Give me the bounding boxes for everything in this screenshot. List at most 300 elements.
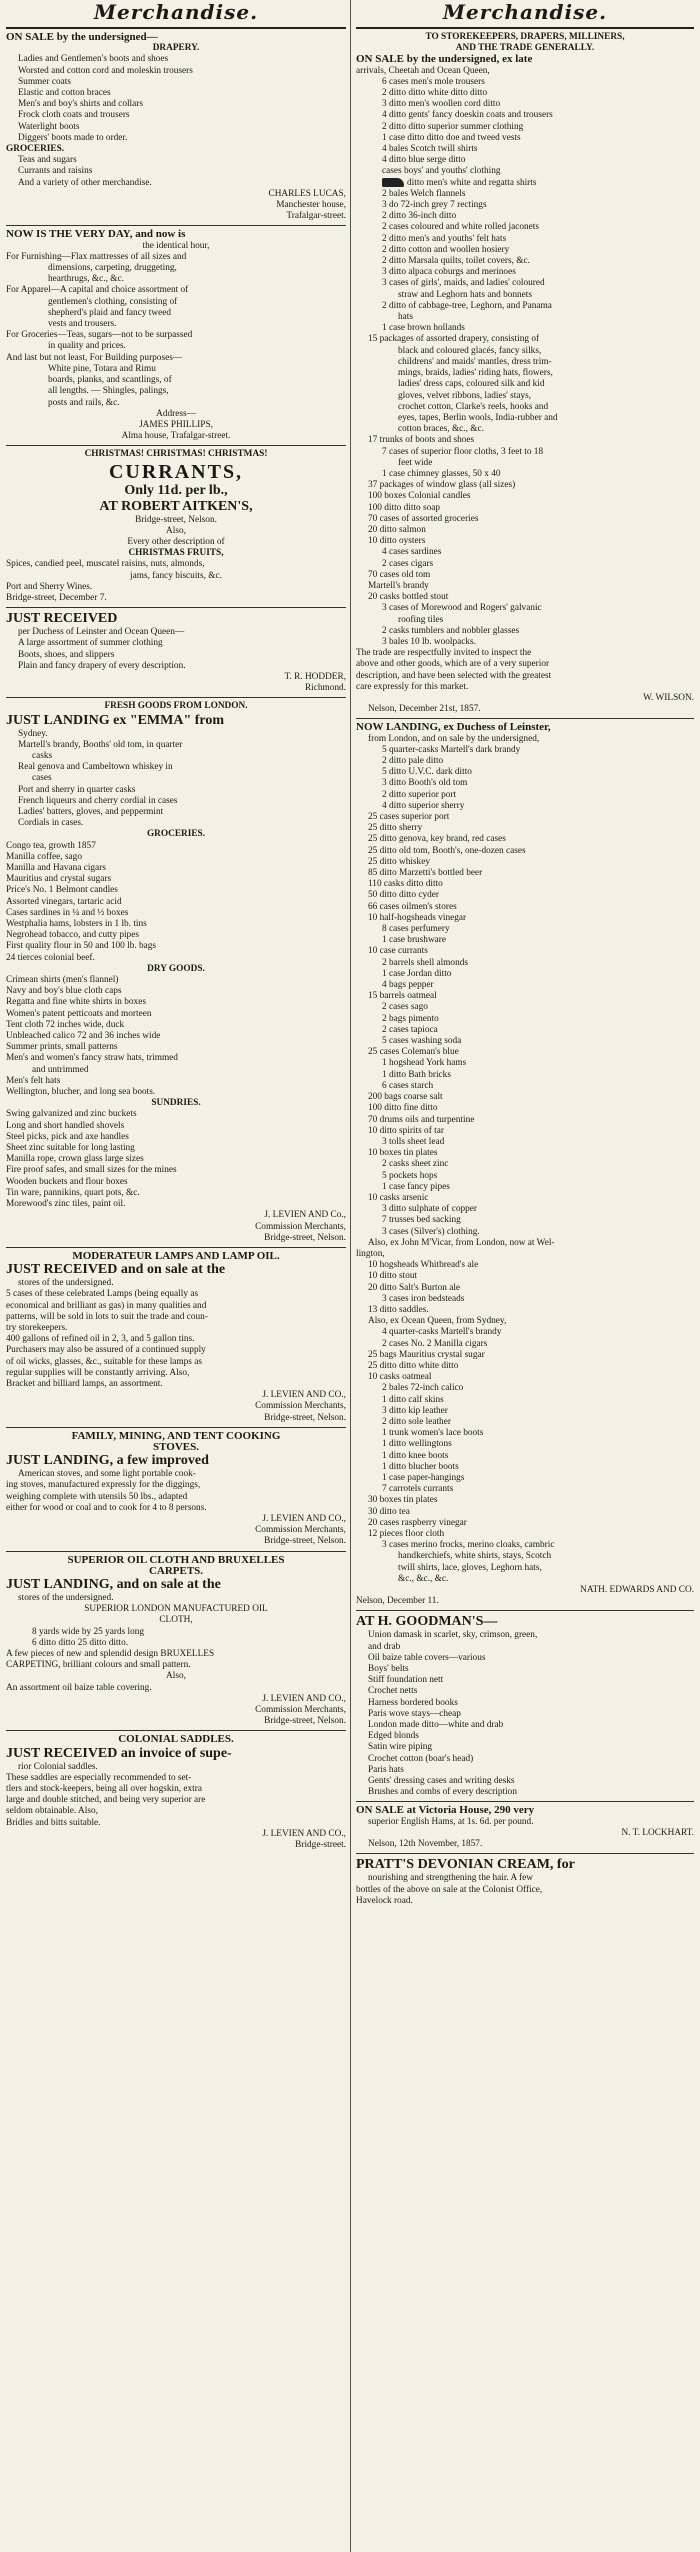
ad-line: [6, 1784, 346, 1795]
ad-line: [6, 263, 346, 274]
ad-line: [6, 611, 346, 627]
ad-line: [6, 285, 346, 296]
ad-line: [356, 1574, 694, 1585]
ad-line: [356, 1451, 694, 1462]
ad-line: [6, 1525, 346, 1536]
ad-text: vests and trousers.: [48, 319, 117, 330]
ad-text: the identical hour,: [142, 240, 210, 251]
ad-line: [6, 1818, 346, 1829]
ad-line: [356, 1002, 694, 1013]
ad-line: [356, 659, 694, 670]
ad-line: [356, 379, 694, 390]
ad-text: 70 cases of assorted groceries: [368, 513, 479, 524]
ad-text: 200 bags coarse salt: [368, 1092, 443, 1103]
ad-line: [6, 375, 346, 386]
ad-line: [356, 1215, 694, 1226]
ad-text: 1 case brown hollands: [382, 323, 465, 334]
ad-text: Gents' dressing cases and writing desks: [368, 1776, 515, 1787]
ad-line: [356, 200, 694, 211]
ad-line: [6, 409, 346, 420]
ad-line: [356, 1316, 694, 1327]
ship-icon: [382, 178, 404, 187]
ad-text: 2 cases No. 2 Manilla cigars: [382, 1338, 488, 1349]
ad-text: 1 case paper-hangings: [382, 1473, 465, 1483]
ad-line: [6, 252, 346, 263]
ad-text: Worsted and cotton cord and moleskin trousers: [18, 65, 193, 76]
ad-text: Negrohead tobacco, and cutty pipes: [6, 930, 139, 941]
ad-text: DRAPERY.: [152, 43, 200, 54]
ad-text: Paris wove stays—cheap: [368, 1708, 461, 1719]
ad-line: [6, 1390, 346, 1401]
ad-text: 7 cases of superior floor cloths, 3 feet to 18: [382, 446, 544, 457]
ad-line: [356, 615, 694, 626]
ad-text: Men's and women's fancy straw hats, trimmed: [6, 1053, 178, 1064]
ad-line: [356, 1058, 694, 1069]
ad-line: [6, 897, 346, 908]
ad-line: [6, 1109, 346, 1120]
ad-text: 110 casks ditto ditto: [368, 879, 443, 890]
ad-text: hats: [398, 312, 413, 323]
ad-line: [356, 682, 694, 693]
ad-line: [356, 435, 694, 446]
ad-line: [356, 868, 694, 879]
ad-line: [356, 222, 694, 233]
ad-text: J. LEVIEN AND CO.,: [262, 1828, 346, 1839]
ad-text: PRATT'S DEVONIAN CREAM, for: [356, 1857, 575, 1873]
ad-line: [356, 301, 694, 312]
ad-line: [356, 1787, 694, 1798]
ad-line: [6, 1746, 346, 1762]
ad-line: [6, 99, 346, 110]
ad-line: [356, 480, 694, 491]
ad-text: 400 gallons of refined oil in 2, 3, and 5 gallon tins.: [6, 1334, 195, 1345]
advertisement: [6, 445, 346, 604]
ad-text: eyes, tapes, Berlin wools, India-rubber and: [398, 412, 558, 423]
ad-text: CHRISTMAS! CHRISTMAS! CHRISTMAS!: [84, 449, 268, 460]
ad-text: 2 ditto men's and youths' felt hats: [382, 233, 507, 244]
ad-line: [356, 54, 694, 65]
ad-text: regular supplies will be constantly arriving. Also,: [6, 1367, 190, 1378]
ad-text: 2 ditto Marsala quilts, toilet covers, &c.: [382, 256, 530, 267]
ad-line: [6, 32, 346, 43]
ad-line: [6, 144, 346, 155]
ad-text: 25 ditto sherry: [368, 823, 423, 834]
ad-text: Bridge-street, Nelson.: [264, 1412, 346, 1423]
ad-line: [356, 1283, 694, 1294]
ad-text: GROCERIES.: [6, 144, 65, 155]
ad-text: either for wood or coal and to cook for 4 to 8 persons.: [6, 1502, 207, 1513]
ad-line: [6, 1480, 346, 1491]
ad-text: 1 case fancy pipes: [382, 1181, 450, 1192]
ad-text: superior English Hams, at 1s. 6d. per pound.: [368, 1816, 534, 1827]
ad-text: 2 ditto pale ditto: [382, 756, 444, 766]
ad-text: roofing tiles: [398, 614, 444, 625]
ad-line: [356, 801, 694, 812]
ad-line: [6, 1615, 346, 1626]
ad-line: [6, 449, 346, 460]
advertisement: [356, 718, 694, 1607]
ad-line: [356, 778, 694, 789]
ad-line: [356, 637, 694, 648]
ad-line: [356, 834, 694, 845]
ad-text: Bridge-street, Nelson.: [264, 1716, 346, 1727]
ad-line: [356, 745, 694, 756]
ad-line: [356, 312, 694, 323]
ad-line: [356, 1742, 694, 1753]
ad-line: [356, 1828, 694, 1839]
ad-text: Diggers' boots made to order.: [18, 132, 128, 143]
ad-line: [356, 1484, 694, 1495]
ad-line: [356, 1036, 694, 1047]
ad-line: [6, 751, 346, 762]
ad-line: [356, 1614, 694, 1630]
ad-line: [6, 1177, 346, 1188]
ad-text: Bridge-street, Nelson.: [264, 1536, 346, 1547]
ad-text: 15 barrels oatmeal: [368, 991, 437, 1002]
ad-line: [356, 166, 694, 177]
ad-text: 10 ditto spirits of tar: [368, 1125, 444, 1136]
ad-text: 100 ditto ditto soap: [368, 502, 441, 513]
ad-text: 8 cases perfumery: [382, 924, 450, 935]
ad-line: [356, 1754, 694, 1765]
ad-line: [6, 1762, 346, 1773]
ad-text: Manilla and Havana cigars: [6, 863, 106, 873]
ad-text: 5 cases washing soda: [382, 1036, 462, 1047]
ad-text: Crimean shirts (men's flannel): [6, 975, 119, 986]
ad-line: [6, 1683, 346, 1694]
ad-text: Edged blonds: [368, 1731, 419, 1742]
ad-line: [356, 1596, 694, 1607]
ad-text: Men's and boy's shirts and collars: [18, 99, 143, 110]
ad-text: JUST LANDING ex "EMMA" from: [6, 712, 225, 728]
ad-text: 3 cases iron bedsteads: [382, 1293, 465, 1304]
ad-text: Ladies and Gentlemen's boots and shoes: [18, 54, 169, 65]
ad-line: [356, 790, 694, 801]
ad-text: 12 pieces floor cloth: [368, 1529, 445, 1540]
ad-line: [6, 841, 346, 852]
ad-text: stores of the undersigned.: [18, 1278, 114, 1289]
ad-text: 2 cases cigars: [382, 558, 434, 569]
ad-line: [6, 77, 346, 88]
ad-line: [6, 785, 346, 796]
ad-text: 7 carrotels currants: [382, 1484, 454, 1495]
advertisement: [356, 1801, 694, 1850]
ad-line: [356, 1709, 694, 1720]
ad-line: [356, 1765, 694, 1776]
ad-text: Tent cloth 72 inches wide, duck: [6, 1019, 125, 1030]
ad-line: [356, 1630, 694, 1641]
ad-line: [356, 1395, 694, 1406]
ad-text: 50 ditto ditto cyder: [368, 890, 440, 901]
ad-line: [6, 166, 346, 177]
ad-line: [356, 110, 694, 121]
ad-text: casks: [32, 750, 53, 761]
ad-text: ON SALE by the undersigned—: [6, 31, 158, 43]
ad-text: W. WILSON.: [643, 692, 694, 703]
ad-text: Crochet cotton (boar's head): [368, 1753, 474, 1764]
ad-text: 3 cases (Silver's) clothing.: [382, 1226, 480, 1237]
ad-text: 15 packages of assorted drapery, consisting of: [368, 334, 540, 345]
ad-line: [6, 229, 346, 240]
ad-line: [6, 1312, 346, 1323]
ad-line: [356, 1653, 694, 1664]
ad-text: Regatta and fine white shirts in boxes: [6, 997, 146, 1008]
ad-line: [6, 1165, 346, 1176]
ad-line: [356, 1529, 694, 1540]
ad-line: [356, 1873, 694, 1884]
ad-text: CLOTH,: [159, 1615, 193, 1626]
ad-line: [356, 1193, 694, 1204]
ad-text: 2 barrels shell almonds: [382, 957, 468, 968]
ad-text: Mauritius and crystal sugars: [6, 874, 112, 885]
ad-line: [6, 1065, 346, 1076]
ad-line: [356, 1675, 694, 1686]
ad-line: [356, 514, 694, 525]
ad-line: [6, 1210, 346, 1221]
ad-text: CARPETING, brilliant colours and small pattern.: [6, 1660, 191, 1671]
ad-text: Bridge-street, Nelson.: [135, 514, 217, 525]
ad-line: [6, 386, 346, 397]
ad-line: [6, 1368, 346, 1379]
ad-line: [356, 1383, 694, 1394]
ad-line: [356, 1776, 694, 1787]
ad-line: [356, 234, 694, 245]
ad-text: handkerchiefs, white shirts, stays, Scotch: [398, 1551, 552, 1562]
ad-line: [6, 526, 346, 537]
ad-text: 37 packages of window glass (all sizes): [368, 480, 516, 491]
ad-line: [6, 1262, 346, 1278]
ad-line: [356, 391, 694, 402]
ad-text: 1 case brushware: [382, 935, 447, 946]
ad-text: 4 bales Scotch twill shirts: [382, 144, 478, 155]
ad-line: [356, 1294, 694, 1305]
ad-line: [356, 1092, 694, 1103]
ad-line: [6, 1604, 346, 1615]
ad-line: [356, 902, 694, 913]
ad-line: [6, 818, 346, 829]
ad-line: [6, 953, 346, 964]
ad-text: Steel picks, pick and axe handles: [6, 1131, 129, 1142]
ad-line: [356, 357, 694, 368]
ad-text: Also, ex John M'Vicar, from London, now at Wel-: [368, 1237, 555, 1248]
ad-text: DRY GOODS.: [147, 963, 205, 974]
ad-line: [6, 189, 346, 200]
ad-text: childrens' and maids' mantles, dress trim-: [398, 356, 552, 367]
ad-line: [356, 1182, 694, 1193]
ad-line: [6, 1132, 346, 1143]
ad-line: [6, 1840, 346, 1851]
ad-line: [6, 930, 346, 941]
ad-line: [356, 1305, 694, 1316]
ad-line: [356, 1551, 694, 1562]
ad-line: [356, 846, 694, 857]
ad-text: Boys' belts: [368, 1664, 409, 1675]
ad-line: [6, 1031, 346, 1042]
ad-line: [356, 704, 694, 715]
ad-line: [6, 200, 346, 211]
ad-text: above and other goods, which are of a very superior: [356, 659, 550, 670]
ad-line: [356, 133, 694, 144]
ad-line: [6, 559, 346, 570]
advertisement: [6, 32, 346, 222]
ad-line: [6, 1413, 346, 1424]
ad-line: [356, 1159, 694, 1170]
ad-text: Women's patent petticoats and morteen: [6, 1008, 152, 1019]
ad-text: For Groceries—Teas, sugars—not to be surpassed: [6, 330, 193, 341]
ad-line: [356, 144, 694, 155]
ad-line: [6, 807, 346, 818]
ad-text: For Furnishing—Flax mattresses of all sizes and: [6, 251, 187, 262]
ad-line: [356, 88, 694, 99]
ad-text: Cordials in cases.: [18, 818, 84, 829]
ad-line: [6, 885, 346, 896]
ad-text: cases boys' and youths' clothing: [382, 166, 501, 177]
ad-line: [6, 582, 346, 593]
ad-line: [6, 1334, 346, 1345]
ad-text: Harness bordered books: [368, 1697, 458, 1708]
ad-line: [356, 77, 694, 88]
ad-text: Stiff foundation nett: [368, 1675, 444, 1686]
ad-line: [356, 648, 694, 659]
ad-line: [356, 267, 694, 278]
ad-text: Ladies' batters, gloves, and peppermint: [18, 806, 164, 817]
ad-line: [356, 1563, 694, 1574]
ad-text: Price's No. 1 Belmont candles: [6, 885, 118, 896]
ad-line: [356, 1731, 694, 1742]
ad-line: [6, 1577, 346, 1593]
ad-text: seldom obtainable. Also,: [6, 1806, 98, 1817]
ad-text: Wellington, blucher, and long sea boots.: [6, 1087, 156, 1098]
ad-line: [6, 330, 346, 341]
ad-text: Plain and fancy drapery of every description.: [18, 660, 186, 671]
ad-line: [6, 1694, 346, 1705]
ad-text: 2 cases tapioca: [382, 1024, 438, 1035]
ad-text: Sydney.: [18, 728, 48, 739]
ad-text: crochet cotton, Clarke's reels, hooks and: [398, 401, 549, 412]
ad-line: [6, 1773, 346, 1784]
ad-text: Men's felt hats: [6, 1075, 61, 1086]
ad-text: arrivals, Cheetah and Ocean Queen,: [356, 65, 490, 76]
ad-line: [6, 537, 346, 548]
ad-line: [356, 1327, 694, 1338]
ad-text: Martell's brandy, Booths' old tom, in quarter: [18, 739, 183, 750]
ad-text: 3 tolls sheet lead: [382, 1136, 445, 1147]
ad-line: [356, 946, 694, 957]
ad-line: [6, 483, 346, 499]
ad-text: 25 bags Mauritius crystal sugar: [368, 1349, 485, 1360]
ad-line: [356, 722, 694, 733]
ad-text: 3 ditto men's woollen cord ditto: [382, 99, 501, 110]
ad-line: [6, 683, 346, 694]
ad-text: 17 trunks of boots and shoes: [368, 435, 475, 446]
ad-text: Commission Merchants,: [255, 1525, 346, 1536]
ad-line: [356, 458, 694, 469]
ad-line: [6, 986, 346, 997]
ad-line: [6, 431, 346, 442]
ad-line: [356, 1664, 694, 1675]
ad-line: [356, 1103, 694, 1114]
ad-text: 2 bales 72-inch calico: [382, 1383, 464, 1394]
ad-line: [356, 1462, 694, 1473]
advertisement: [6, 697, 346, 1244]
ad-text: 4 ditto blue serge ditto: [382, 155, 466, 166]
ad-text: Every other description of: [127, 536, 225, 547]
ad-line: [6, 1671, 346, 1682]
ad-text: ladies' dress caps, coloured silk and kid: [398, 379, 545, 390]
ad-text: COLONIAL SADDLES.: [118, 1733, 234, 1746]
ad-text: 4 ditto superior sherry: [382, 800, 465, 811]
ad-line: [6, 1453, 346, 1469]
ad-line: [356, 178, 694, 189]
ad-text: 10 boxes tin plates: [368, 1148, 438, 1159]
ad-text: 1 ditto knee boots: [382, 1450, 449, 1461]
right-column: [356, 0, 694, 2552]
ad-text: JAMES PHILLIPS,: [139, 419, 213, 430]
ad-text: JUST RECEIVED: [6, 611, 118, 627]
ad-line: [6, 701, 346, 712]
ad-text: &c., &c., &c.: [398, 1573, 449, 1584]
ad-text: 1 case ditto ditto doe and tweed vests: [382, 132, 521, 143]
ad-text: 3 do 72-inch grey 7 rectings: [382, 200, 487, 211]
ad-line: [6, 729, 346, 740]
ad-line: [356, 581, 694, 592]
ad-text: ON SALE by the undersigned, ex late: [356, 53, 533, 66]
ad-line: [356, 1473, 694, 1484]
ad-text: description, and have been selected with the greatest: [356, 670, 552, 681]
ad-text: cases: [32, 773, 52, 784]
ad-line: [6, 1379, 346, 1390]
ad-text: try storekeepers.: [6, 1322, 68, 1333]
ad-text: 2 ditto sole leather: [382, 1416, 451, 1427]
ad-text: 2 ditto of cabbage-tree, Leghorn, and Panama: [382, 300, 552, 311]
ad-text: 66 cases oilmen's stores: [368, 901, 457, 912]
ad-text: 30 ditto tea: [368, 1506, 410, 1517]
ad-text: 4 bags pepper: [382, 980, 434, 991]
ad-line: [356, 99, 694, 110]
ad-line: [6, 997, 346, 1008]
ad-text: 4 ditto gents' fancy doeskin coats and trousers: [382, 110, 553, 121]
ad-line: [356, 823, 694, 834]
ad-line: [356, 671, 694, 682]
ad-text: 2 ditto superior port: [382, 789, 457, 800]
ad-line: [356, 812, 694, 823]
ad-text: Martell's brandy: [368, 580, 429, 591]
ad-text: Paris hats: [368, 1764, 404, 1775]
ad-line: [6, 593, 346, 604]
ad-text: lington,: [356, 1248, 385, 1259]
ad-line: [356, 256, 694, 267]
ad-line: [356, 1260, 694, 1271]
ad-line: [6, 1042, 346, 1053]
ad-line: [356, 626, 694, 637]
ad-text: 10 half-hogsheads vinegar: [368, 912, 467, 923]
ad-text: 1 ditto blucher boots: [382, 1461, 459, 1472]
ad-line: [356, 1805, 694, 1816]
ad-text: Richmond.: [304, 683, 346, 694]
ad-line: [6, 364, 346, 375]
advertisement: [356, 1853, 694, 1907]
ad-text: 3 ditto sulphate of copper: [382, 1204, 478, 1215]
ad-text: bottles of the above on sale at the Colonist Office,: [356, 1884, 543, 1895]
ad-text: First quality flour in 50 and 100 lb. bags: [6, 941, 157, 952]
ad-line: [356, 991, 694, 1002]
ad-text: Elastic and cotton braces: [18, 88, 111, 99]
ad-text: CHARLES LUCAS,: [268, 188, 346, 199]
ad-text: Bridge-street.: [295, 1840, 346, 1851]
ad-text: 70 drums oils and turpentine: [368, 1114, 475, 1125]
ad-line: [6, 1053, 346, 1064]
ad-line: [6, 122, 346, 133]
